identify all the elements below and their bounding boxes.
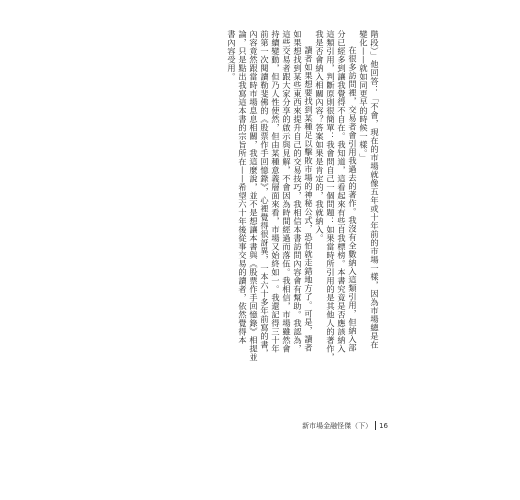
text-column-1: 階段）」他回答：「不會，現在的市場就像五年或十年前的市場一樣，因為市場總是在: [370, 30, 380, 349]
text-column-14: 書內容受用。: [227, 30, 237, 81]
text-column-8: 如果想找到某些東西來提升自己的交易技巧，我相信本書訪問內容會有幫助。我認為，: [293, 30, 303, 353]
text-column-12: 內容竟然跟當時市場息息相關，我這麼說，並不是想讓本書與《股票作手回憶錄》相提並: [249, 30, 259, 362]
text-column-2: 變化——就如同更早的時候一樣。」: [359, 30, 369, 162]
footer-divider: [375, 421, 376, 430]
page-footer: [298, 420, 388, 431]
text-column-9: 這些交易者跟大家分享的啟示與見解，不會因為時間經過而落伍。我相信，市場雖然會: [282, 30, 292, 353]
running-book-title: 新市場金融怪傑（下）: [302, 421, 373, 430]
text-column-13: 論，只是點出我寫這本書的宗旨所在——希望六十年後從事交易的讀者，依然覺得本: [238, 30, 248, 345]
vertical-text-block: [140, 30, 380, 410]
text-column-4: 分已經多到讓我覺得不自在。我知道，這看起來有些自我標榜。本書究竟是否應該納入: [337, 30, 347, 353]
text-column-11: 前第一次閱讀勒斐佛的《股票作手回憶錄》，心裡覺得很訝異，一本六十多年前寫的書，: [260, 30, 270, 358]
text-column-5: 這類引用，判斷原則很簡單：我會問自己一個問題：如果當時所引用的是其他人的著作，: [326, 30, 336, 362]
page-number: 16: [379, 421, 388, 430]
text-column-10: 持續變動，但乃人性使然，但由某種意義層面來看，市場又始終如一。我還記得三十年: [271, 30, 281, 353]
text-column-7: 讀者如果想要找到某種足以擊敗市場的神秘公式，恐怕就走錯地方了。可是，讀者: [304, 46, 314, 352]
text-column-6: 我是否會納入相關內容？答案如果是肯定的，我就納入。: [315, 30, 325, 243]
text-column-3: 在很多訪問裡，交易者會引用我過去的著作。我沒有全數納入這類引用，但納入部: [348, 46, 358, 352]
